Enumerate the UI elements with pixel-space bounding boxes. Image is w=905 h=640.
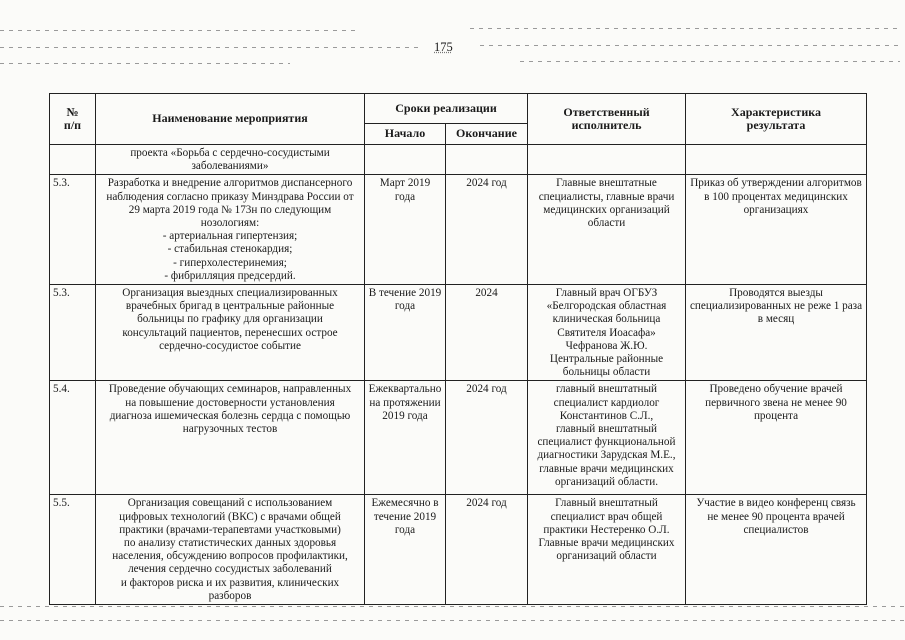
table-row: [50, 495, 867, 605]
row-number: [50, 145, 96, 175]
row-name: Разработка и внедрение алгоритмов диспансерного наблюдения согласно приказу Минздрава России от 29 марта 2019 года № 173н по следующим нозологиям: - артериальная гипертензия; - стабильная стенокардия; - гиперхолестеринемия; - фибрилляция предсердий.: [96, 175, 365, 285]
header-responsible: Ответственный исполнитель: [528, 94, 686, 145]
row-responsible: Главный внештатный специалист врач общей практики Нестеренко О.Л. Главные врачи медицинских организаций области: [528, 495, 686, 605]
row-start: Ежеквартально на протяжении 2019 года: [365, 381, 446, 495]
row-name: проекта «Борьба с сердечно-сосудистыми заболеваниями»: [96, 145, 365, 175]
scan-noise: [0, 63, 290, 64]
row-number: 5.3.: [50, 285, 96, 381]
row-responsible: [528, 145, 686, 175]
table-row: [50, 175, 867, 285]
row-responsible: главный внештатный специалист кардиолог Константинов С.Л., главный внештатный специалист функциональной диагностики Зарудская М.Е., главные врачи медицинских организаций области.: [528, 381, 686, 495]
row-responsible: Главные внештатные специалисты, главные врачи медицинских организаций области: [528, 175, 686, 285]
row-start: В течение 2019 года: [365, 285, 446, 381]
scan-noise: [0, 30, 360, 31]
row-name: Организация совещаний с использованием цифровых технологий (ВКС) с врачами общей практики (врачами-терапевтами участковыми) по анализу статистических данных здоровья населения, обсуждению вопросов профилактики, лечения сердечно сосудистых заболеваний и факторов риска и их развития, клинических разборов: [96, 495, 365, 605]
row-start: Март 2019 года: [365, 175, 446, 285]
scan-noise: [0, 47, 420, 48]
row-result: Проводятся выезды специализированных не реже 1 раза в месяц: [686, 285, 867, 381]
row-start: [365, 145, 446, 175]
header-start: Начало: [365, 124, 446, 145]
scan-noise: [520, 61, 900, 62]
row-result: Участие в видео конференц связь не менее 90 процента врачей специалистов: [686, 495, 867, 605]
table-row: [50, 285, 867, 381]
row-result: Приказ об утверждении алгоритмов в 100 процентах медицинских организациях: [686, 175, 867, 285]
row-number: 5.4.: [50, 381, 96, 495]
scan-noise: [0, 606, 905, 607]
table-row: [50, 145, 867, 175]
header-period: Сроки реализации: [365, 94, 528, 124]
row-result: [686, 145, 867, 175]
scan-noise: [470, 28, 900, 29]
row-end: 2024 год: [446, 381, 528, 495]
header-end: Окончание: [446, 124, 528, 145]
row-name: Организация выездных специализированных врачебных бригад в центральные районные больницы по графику для организации консультаций пациентов, перенесших острое сердечно-сосудистое событие: [96, 285, 365, 381]
header-name: Наименование мероприятия: [96, 94, 365, 145]
header-result: Характеристика результата: [686, 94, 867, 145]
row-responsible: Главный врач ОГБУЗ «Белгородская областная клиническая больница Святителя Иоасафа» Чефранова Ж.Ю. Центральные районные больницы области: [528, 285, 686, 381]
scan-noise: [0, 620, 905, 621]
row-result: Проведено обучение врачей первичного звена не менее 90 процента: [686, 381, 867, 495]
row-end: [446, 145, 528, 175]
measures-table: [49, 93, 867, 605]
row-name: Проведение обучающих семинаров, направленных на повышение достоверности установления диагноза ишемическая болезнь сердца с помощью нагрузочных тестов: [96, 381, 365, 495]
row-number: 5.3.: [50, 175, 96, 285]
row-number: 5.5.: [50, 495, 96, 605]
table-row: [50, 381, 867, 495]
scan-noise: [480, 45, 900, 46]
row-start: Ежемесячно в течение 2019 года: [365, 495, 446, 605]
row-end: 2024 год: [446, 175, 528, 285]
row-end: 2024: [446, 285, 528, 381]
page-number: 175: [434, 40, 453, 54]
row-end: 2024 год: [446, 495, 528, 605]
header-number: № п/п: [50, 94, 96, 145]
